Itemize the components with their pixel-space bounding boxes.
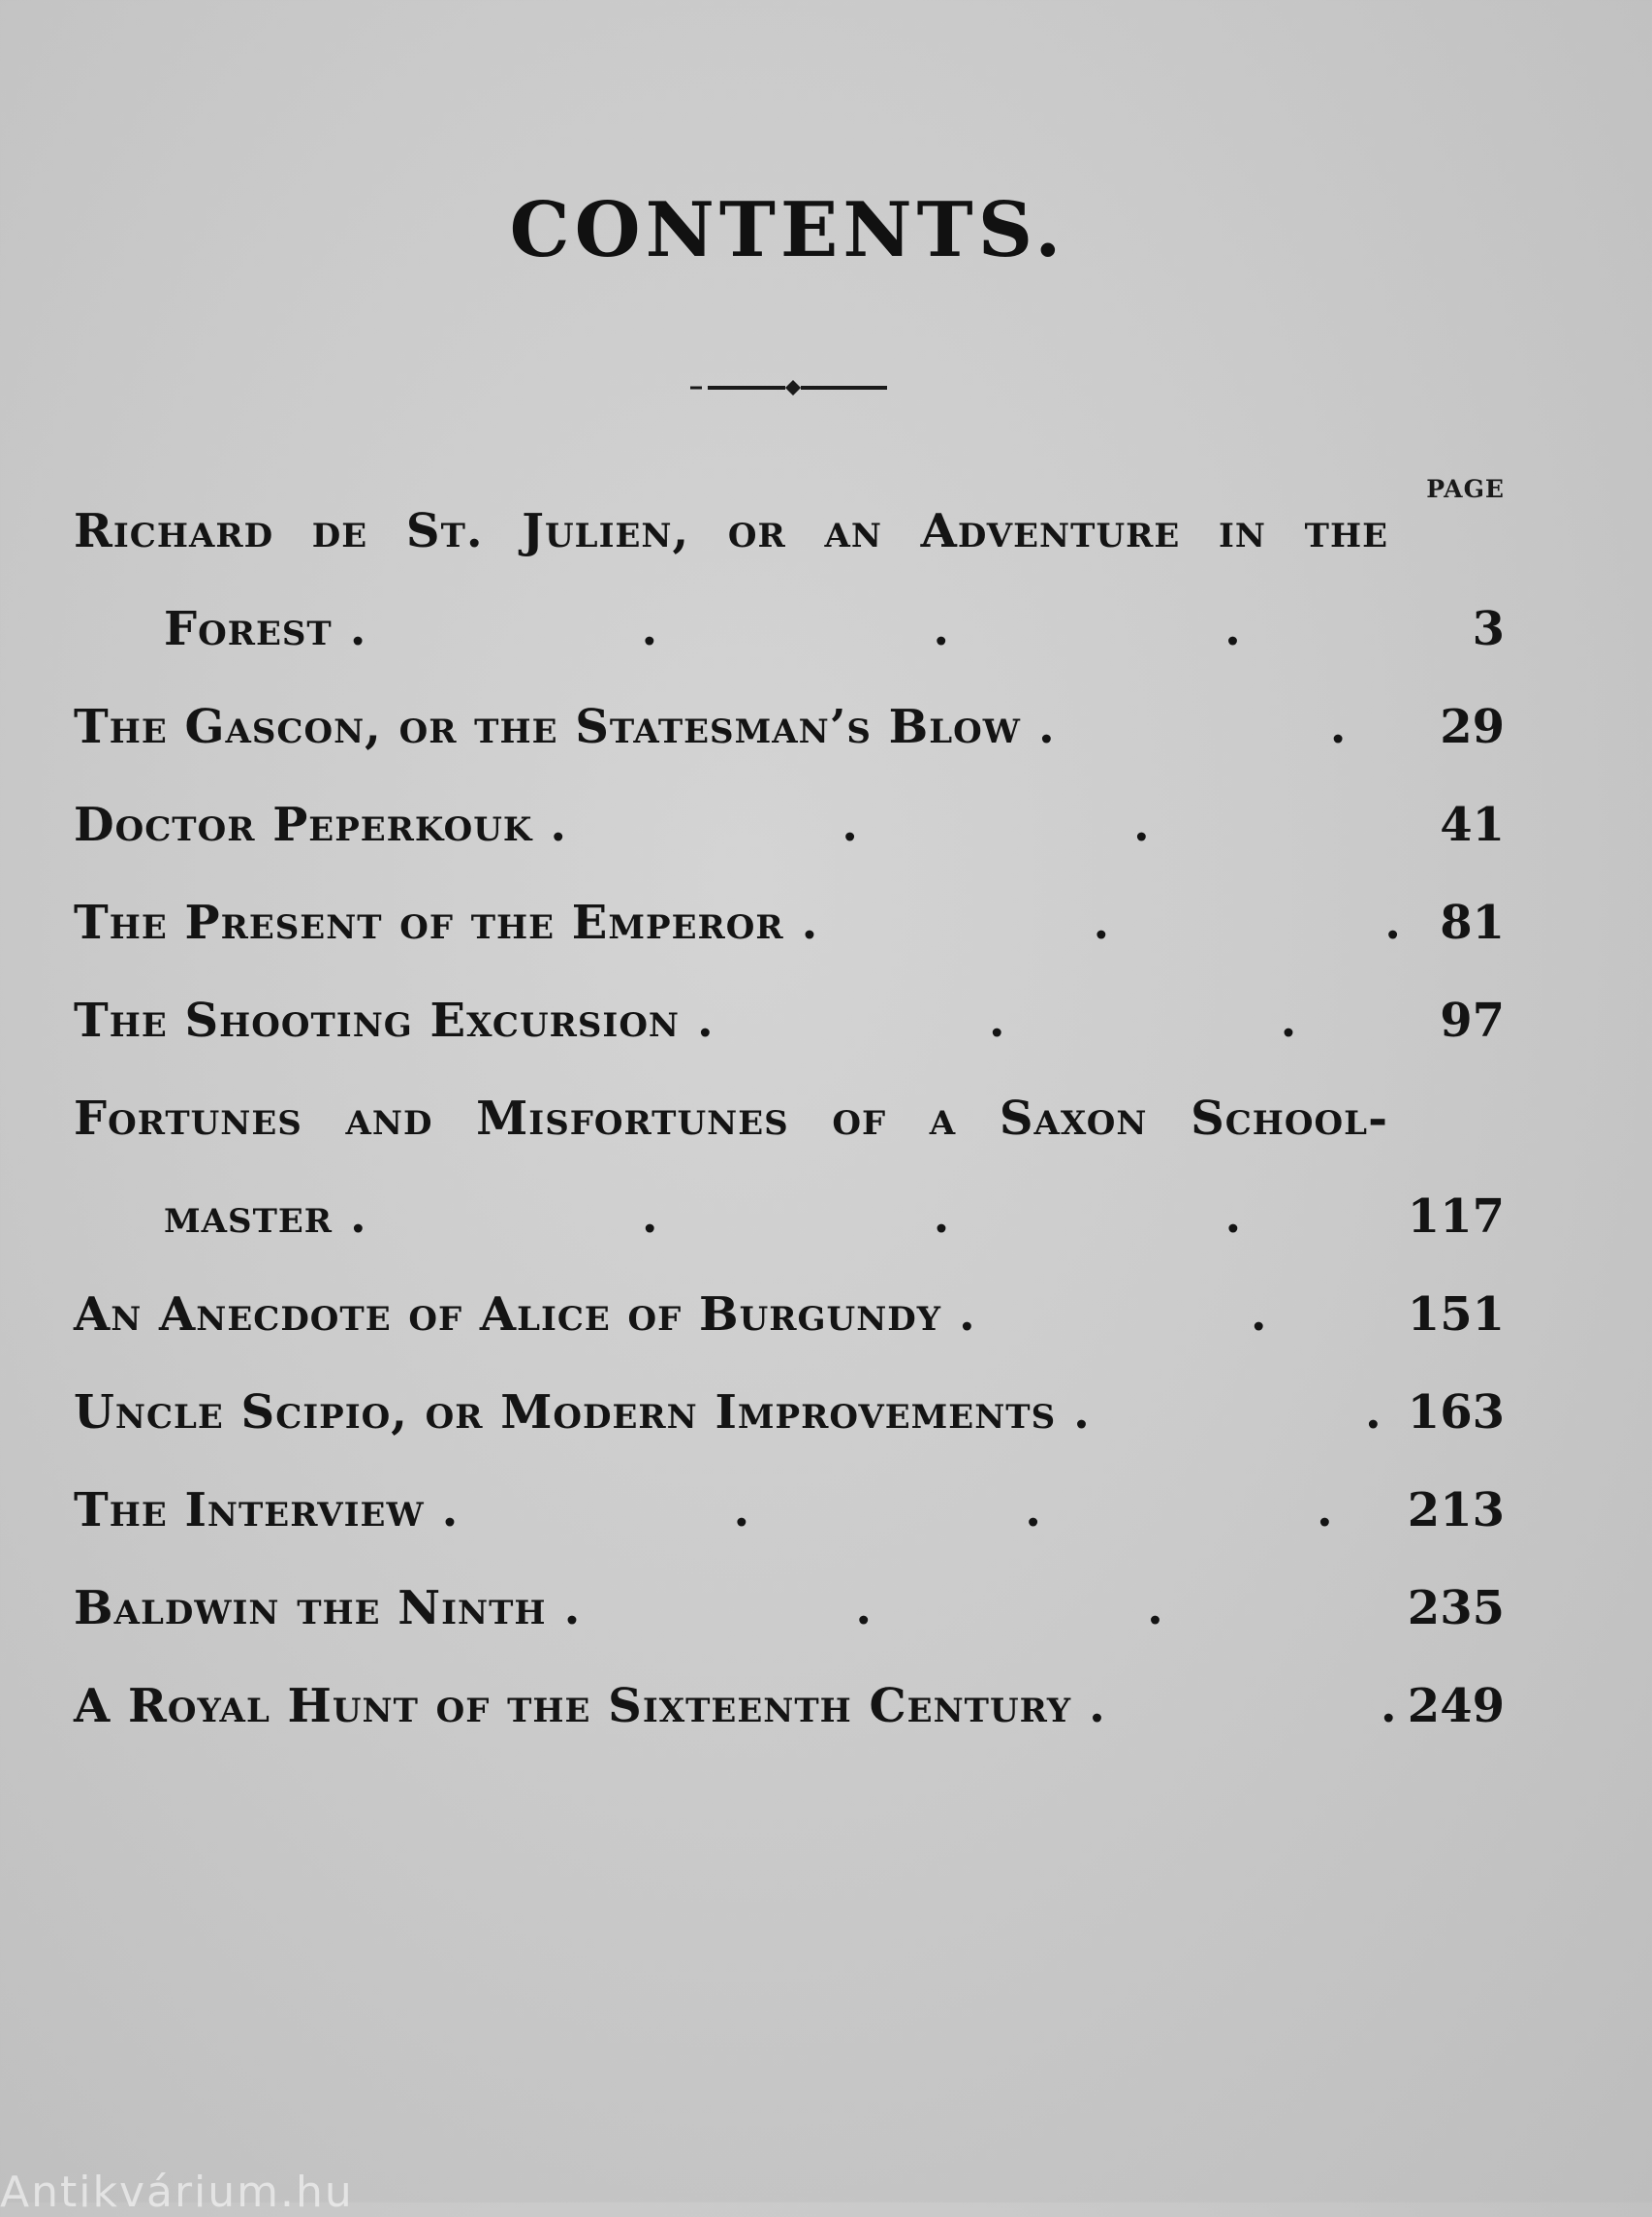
- toc-entry-page: 213: [1407, 1483, 1505, 1537]
- dot-leader: [550, 798, 1406, 852]
- toc-entry-title: The Present of the Emperor: [74, 896, 784, 950]
- toc-entry[interactable]: [74, 1385, 1505, 1483]
- page-column-label: PAGE: [1426, 475, 1505, 503]
- dot-leader: [1089, 1679, 1396, 1733]
- toc-entry-page: 117: [1407, 1189, 1505, 1244]
- dot-leader: [1073, 1385, 1396, 1440]
- watermark: Antikvárium.hu: [0, 2168, 354, 2217]
- dot-leader: [697, 994, 1406, 1048]
- toc-entry-title: Richard de St. Julien, or an Adventure in the: [74, 504, 1388, 558]
- toc-entry-page: 235: [1407, 1581, 1505, 1635]
- toc-entry-title-continued: master: [164, 1189, 334, 1244]
- toc-entry-title: A Royal Hunt of the Sixteenth Century: [74, 1679, 1072, 1733]
- toc-entry-title: The Gascon, or the Statesman’s Blow: [74, 700, 1021, 754]
- toc-entry[interactable]: [74, 1092, 1505, 1287]
- dot-leader: [350, 602, 1406, 656]
- toc-entry-title: An Anecdote of Alice of Burgundy: [74, 1287, 942, 1342]
- toc-entry[interactable]: [74, 1679, 1505, 1777]
- toc-entry-title: Baldwin the Ninth: [74, 1581, 547, 1635]
- dot-leader: [1038, 700, 1406, 754]
- toc-entry[interactable]: [74, 700, 1505, 798]
- toc-entry[interactable]: [74, 504, 1505, 700]
- toc-entry-title: Fortunes and Misfortunes of a Saxon School-: [74, 1092, 1388, 1146]
- dot-leader: [350, 1189, 1396, 1244]
- toc-entry[interactable]: [74, 896, 1505, 994]
- toc-entry[interactable]: [74, 1483, 1505, 1581]
- page-title: CONTENTS.: [509, 186, 1066, 274]
- toc-entry[interactable]: [74, 798, 1505, 896]
- toc-entry-page: 249: [1407, 1679, 1505, 1733]
- dot-leader: [802, 896, 1406, 950]
- dot-leader: [959, 1287, 1396, 1342]
- toc-entry-title: The Interview: [74, 1483, 425, 1537]
- toc-entry-page: 29: [1440, 700, 1505, 754]
- toc-entry[interactable]: [74, 1287, 1505, 1385]
- toc-entry-page: 41: [1440, 798, 1505, 852]
- toc-entry[interactable]: [74, 1581, 1505, 1679]
- toc-entry-page: 163: [1407, 1385, 1505, 1440]
- ornament-divider: [688, 368, 892, 407]
- toc-entry-title: The Shooting Excursion: [74, 994, 681, 1048]
- dot-leader: [442, 1483, 1396, 1537]
- toc-entry-title-continued: Forest: [164, 602, 333, 656]
- toc-entry[interactable]: [74, 994, 1505, 1092]
- toc-entry-title: Uncle Scipio, or Modern Improvements: [74, 1385, 1057, 1440]
- toc-entry-title: Doctor Peperkouk: [74, 798, 533, 852]
- dot-leader: [564, 1581, 1396, 1635]
- toc-entry-page: 151: [1407, 1287, 1505, 1342]
- toc-entry-page: 97: [1440, 994, 1505, 1048]
- toc-entry-page: 81: [1440, 896, 1505, 950]
- toc-entry-page: 3: [1472, 602, 1505, 656]
